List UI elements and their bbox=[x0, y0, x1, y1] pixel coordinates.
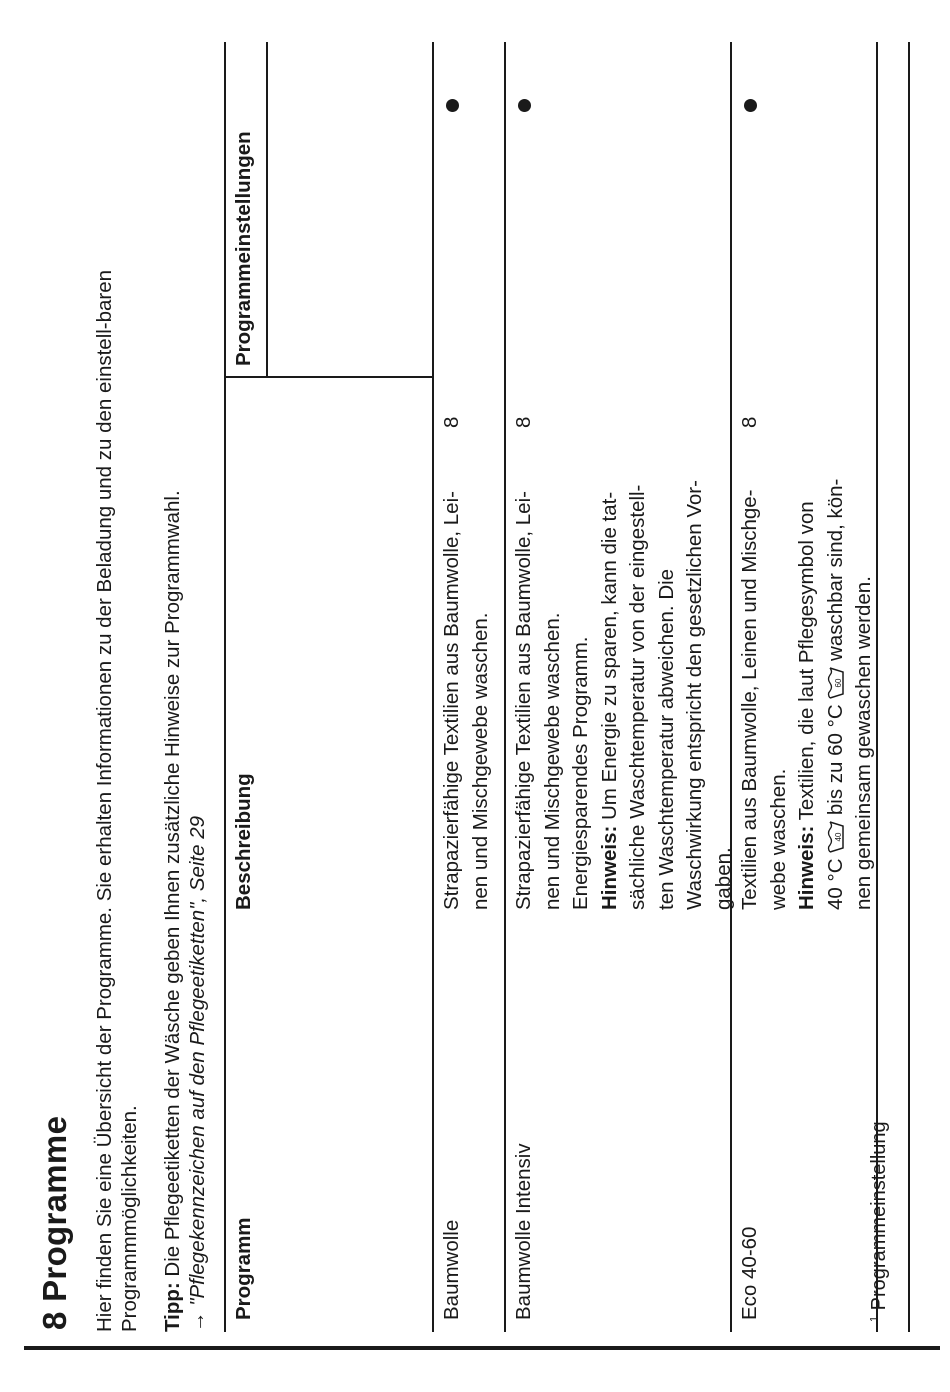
washtub-60-label: 60 bbox=[834, 678, 844, 688]
note-label: Hinweis: bbox=[597, 825, 621, 910]
header-description: Beschreibung bbox=[232, 773, 255, 910]
note-text: 40 °C bbox=[823, 852, 847, 910]
note-line: gaben. bbox=[711, 847, 735, 910]
description-line: Strapazierfähige Textilien aus Baumwolle, Lei- bbox=[512, 491, 535, 910]
note-text: Textilien, die laut Pflegesymbol von bbox=[795, 501, 818, 826]
settings-column-divider bbox=[224, 376, 432, 378]
tip-reference-link[interactable]: "Pflegekennzeichen auf den Pflegeetiketten", Seite 29 bbox=[186, 815, 209, 1306]
table-top-rule bbox=[224, 42, 226, 1332]
setting-marker-dot bbox=[744, 99, 757, 112]
note-line: nen gemeinsam gewaschen werden. bbox=[852, 576, 875, 910]
header-settings: Programmeinstellungen bbox=[232, 131, 255, 366]
washtub-60-icon bbox=[827, 667, 845, 699]
note-line: ten Waschtemperatur abweichen. Die bbox=[654, 568, 678, 910]
tip-text: Die Pflegeetiketten der Wäsche geben Ihnen zusätzliche Hinweise zur Programmwahl. bbox=[161, 490, 184, 1283]
washtub-40-icon bbox=[827, 821, 845, 853]
setting-marker-dot bbox=[518, 99, 531, 112]
note-text: Um Energie zu sparen, kann die tat- bbox=[597, 491, 621, 826]
table-row-load: 8 bbox=[512, 416, 535, 428]
description-line: Textilien aus Baumwolle, Leinen und Mischge- bbox=[738, 489, 761, 910]
table-row-load: 8 bbox=[440, 416, 463, 428]
arrow-icon: → bbox=[186, 1305, 209, 1332]
table-row-description bbox=[736, 479, 879, 910]
description-line: Strapazierfähige Textilien aus Baumwolle, Lei- bbox=[440, 491, 463, 910]
row-rule bbox=[504, 42, 506, 1332]
washtub-40-label: 40 bbox=[834, 832, 844, 842]
note-line: Waschwirkung entspricht den gesetzlichen Vor- bbox=[683, 480, 706, 910]
description-line: nen und Mischgewebe waschen. bbox=[540, 612, 564, 910]
note-label: Hinweis: bbox=[795, 825, 818, 910]
tip-paragraph bbox=[160, 42, 210, 1332]
footnote-text: Programmeinstellung bbox=[868, 1121, 890, 1316]
description-line: Energiesparendes Programm. bbox=[569, 636, 592, 910]
note-line bbox=[793, 479, 822, 910]
settings-header-rule bbox=[266, 42, 268, 378]
tip-label: Tipp: bbox=[161, 1282, 184, 1332]
table-header-rule bbox=[432, 42, 434, 1332]
note-line bbox=[822, 479, 851, 910]
description-line: nen und Mischgewebe waschen. bbox=[468, 612, 492, 910]
note-line: sächliche Waschtemperatur von der eingestell- bbox=[626, 484, 649, 910]
note-text: bis zu 60 °C bbox=[823, 698, 847, 821]
description-line: webe waschen. bbox=[766, 768, 790, 910]
table-row-description bbox=[510, 480, 738, 910]
section-bar bbox=[24, 1346, 940, 1350]
footnote-mark: 1 bbox=[868, 1315, 881, 1322]
table-row-description bbox=[438, 491, 495, 910]
intro-text: Hier finden Sie eine Übersicht der Programme. Sie erhalten Informationen zu der Beladung und zu den einstell-baren Programmmöglichkeiten. bbox=[93, 269, 141, 1332]
setting-marker-dot bbox=[446, 99, 459, 112]
table-row-program: Baumwolle bbox=[440, 1219, 463, 1320]
table-row-program: Baumwolle Intensiv bbox=[512, 1143, 535, 1320]
footnote bbox=[868, 1121, 891, 1322]
note-text: waschbar sind, kön- bbox=[823, 478, 847, 667]
header-program: Programm bbox=[232, 1217, 255, 1320]
page-bottom-rule bbox=[908, 42, 910, 1332]
note-line bbox=[596, 480, 625, 910]
table-row-program: Eco 40-60 bbox=[738, 1226, 761, 1320]
section-title: 8 Programme bbox=[36, 1115, 73, 1330]
table-row-load: 8 bbox=[738, 416, 761, 428]
